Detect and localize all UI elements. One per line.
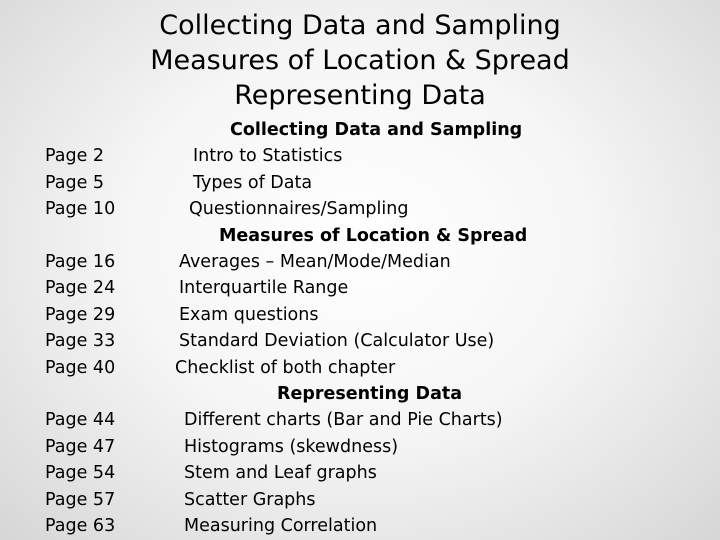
page-number: Page 33 [45,331,116,351]
topic-item: Interquartile Range [179,278,349,298]
topic-item: Stem and Leaf graphs [184,463,377,483]
topic-item: Different charts (Bar and Pie Charts) [184,410,503,430]
page-number: Page 47 [45,437,116,457]
section-heading: Representing Data [277,384,463,404]
topic-item: Checklist of both chapter [175,358,396,378]
title-line-3: Representing Data [234,80,486,111]
page-number: Page 44 [45,410,116,430]
page-number: Page 40 [45,358,116,378]
section-heading: Measures of Location & Spread [219,226,528,246]
topic-item: Types of Data [193,173,313,193]
page-number: Page 2 [45,146,105,166]
page-number: Page 57 [45,490,116,510]
page-number: Page 54 [45,463,116,483]
page-number: Page 16 [45,252,116,272]
topic-item: Scatter Graphs [184,490,316,510]
topic-item: Histograms (skewdness) [184,437,399,457]
page-number: Page 29 [45,305,116,325]
topic-item: Measuring Correlation [184,516,378,536]
topic-item: Questionnaires/Sampling [189,199,409,219]
page-number: Page 10 [45,199,116,219]
title-line-1: Collecting Data and Sampling [159,10,561,41]
topic-item: Standard Deviation (Calculator Use) [179,331,495,351]
page-title [0,8,720,113]
section-heading: Collecting Data and Sampling [230,120,523,140]
topic-item: Exam questions [179,305,319,325]
page-number: Page 24 [45,278,116,298]
topic-item: Averages – Mean/Mode/Median [179,252,451,272]
topic-item: Intro to Statistics [193,146,343,166]
title-line-2: Measures of Location & Spread [150,45,570,76]
page-number: Page 5 [45,173,105,193]
page-number: Page 63 [45,516,116,536]
